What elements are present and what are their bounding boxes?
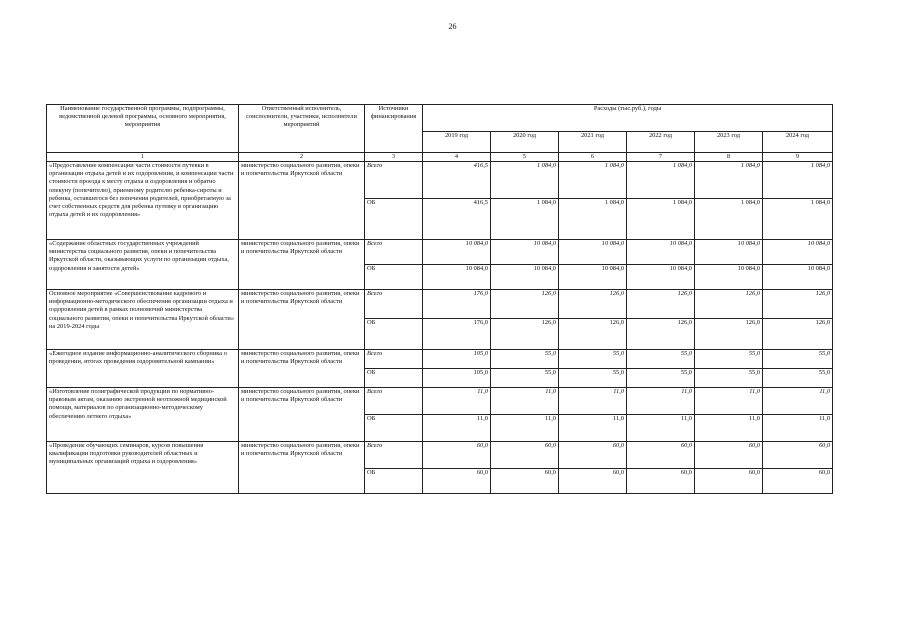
header-executor: Ответственный исполнитель, соисполнители, участники, исполнители мероприятий [239, 105, 365, 153]
total-value: 10 084,0 [559, 240, 627, 265]
column-number: 4 [423, 153, 491, 162]
ob-value: 126,0 [559, 319, 627, 350]
total-value: 60,0 [695, 442, 763, 469]
total-value: 126,0 [491, 290, 559, 319]
table-row [47, 162, 833, 199]
table-row [47, 388, 833, 415]
activity-name: «Проведение обучающих семинаров, курсов повышения квалификации подготовки руководителей областных и муниципальных организаций отдыха и оздоровления» [47, 442, 239, 494]
header-program-name: Наименование государственной программы, подпрограммы, ведомственной целевой программы, основного мероприятия, мероприятия [47, 105, 239, 153]
header-year: 2022 год [627, 132, 695, 153]
ob-value: 126,0 [763, 319, 833, 350]
ob-value: 60,0 [695, 469, 763, 494]
funding-source-ob: ОБ [365, 199, 423, 240]
table-row [47, 240, 833, 265]
funding-source-ob: ОБ [365, 265, 423, 290]
ob-value: 1 084,0 [763, 199, 833, 240]
column-number: 8 [695, 153, 763, 162]
ob-value: 11,0 [763, 415, 833, 442]
funding-source-ob: ОБ [365, 319, 423, 350]
total-value: 176,0 [423, 290, 491, 319]
total-value: 55,0 [491, 350, 559, 369]
activity-executor: министерство социального развития, опеки и попечительства Иркутской области [239, 162, 365, 240]
ob-value: 105,0 [423, 369, 491, 388]
total-value: 60,0 [559, 442, 627, 469]
funding-source-total: Всего [365, 388, 423, 415]
ob-value: 60,0 [423, 469, 491, 494]
ob-value: 60,0 [491, 469, 559, 494]
funding-source-total: Всего [365, 442, 423, 469]
ob-value: 55,0 [695, 369, 763, 388]
total-value: 1 084,0 [627, 162, 695, 199]
total-value: 10 084,0 [763, 240, 833, 265]
total-value: 126,0 [627, 290, 695, 319]
total-value: 1 084,0 [559, 162, 627, 199]
header-funding-source: Источники финансирования [365, 105, 423, 153]
total-value: 11,0 [695, 388, 763, 415]
header-expenses: Расходы (тыс.руб.), годы [423, 105, 833, 132]
total-value: 11,0 [763, 388, 833, 415]
table-row [47, 350, 833, 369]
funding-source-total: Всего [365, 162, 423, 199]
activity-name: Основное мероприятие «Совершенствование кадрового и информационно-методического обеспечения организации отдыха и оздоровления детей в рамках полномочий министерства социального развития, опеки и попечительства Иркутской области» на 2019-2024 годы [47, 290, 239, 350]
funding-source-ob: ОБ [365, 369, 423, 388]
activity-name: «Предоставление компенсации части стоимости путевки в организации отдыха детей и их оздоровления, и компенсации части стоимости проезда к месту отдыха и оздоровления и обратно опекуну (попечителю), приемному родителю ребенка-сироты и ребенка, оставшегося без попечения родителей, приобретаемую за счет собственных средств для ребенка путевку в организацию отдыха детей и их оздоровления» [47, 162, 239, 240]
ob-value: 11,0 [627, 415, 695, 442]
column-number: 2 [239, 153, 365, 162]
ob-value: 1 084,0 [491, 199, 559, 240]
total-value: 126,0 [763, 290, 833, 319]
activity-name: «Изготовление полиграфической продукции по нормативно-правовым актам, оказанию экстренной неотложной медицинской помощи, материалов по организационно-методическому обеспечению летнего отдыха» [47, 388, 239, 442]
ob-value: 10 084,0 [763, 265, 833, 290]
column-number: 6 [559, 153, 627, 162]
total-value: 11,0 [423, 388, 491, 415]
page-number: 26 [448, 22, 457, 31]
ob-value: 10 084,0 [627, 265, 695, 290]
ob-value: 10 084,0 [695, 265, 763, 290]
column-number: 9 [763, 153, 833, 162]
total-value: 55,0 [695, 350, 763, 369]
total-value: 10 084,0 [627, 240, 695, 265]
total-value: 60,0 [627, 442, 695, 469]
ob-value: 176,0 [423, 319, 491, 350]
column-number: 1 [47, 153, 239, 162]
total-value: 11,0 [491, 388, 559, 415]
total-value: 1 084,0 [491, 162, 559, 199]
activity-executor: министерство социального развития, опеки и попечительства Иркутской области [239, 442, 365, 494]
total-value: 60,0 [491, 442, 559, 469]
total-value: 10 084,0 [491, 240, 559, 265]
funding-source-total: Всего [365, 290, 423, 319]
ob-value: 10 084,0 [491, 265, 559, 290]
ob-value: 11,0 [559, 415, 627, 442]
total-value: 11,0 [627, 388, 695, 415]
ob-value: 55,0 [559, 369, 627, 388]
ob-value: 1 084,0 [559, 199, 627, 240]
total-value: 105,0 [423, 350, 491, 369]
activity-name: «Ежегодное издание информационно-аналитического сборника о проведении, итогах проведения оздоровительной кампании» [47, 350, 239, 388]
total-value: 10 084,0 [695, 240, 763, 265]
activity-executor: министерство социального развития, опеки и попечительства Иркутской области [239, 290, 365, 350]
funding-source-total: Всего [365, 240, 423, 265]
header-year: 2020 год [491, 132, 559, 153]
ob-value: 10 084,0 [559, 265, 627, 290]
ob-value: 60,0 [559, 469, 627, 494]
column-number: 7 [627, 153, 695, 162]
header-year: 2021 год [559, 132, 627, 153]
total-value: 55,0 [627, 350, 695, 369]
header-year: 2024 год [763, 132, 833, 153]
column-number: 3 [365, 153, 423, 162]
ob-value: 1 084,0 [695, 199, 763, 240]
total-value: 60,0 [763, 442, 833, 469]
total-value: 126,0 [695, 290, 763, 319]
total-value: 55,0 [763, 350, 833, 369]
activity-executor: министерство социального развития, опеки и попечительства Иркутской области [239, 388, 365, 442]
ob-value: 55,0 [763, 369, 833, 388]
total-value: 10 084,0 [423, 240, 491, 265]
header-year: 2023 год [695, 132, 763, 153]
table-row [47, 290, 833, 319]
ob-value: 10 084,0 [423, 265, 491, 290]
header-year: 2019 год [423, 132, 491, 153]
funding-source-ob: ОБ [365, 469, 423, 494]
total-value: 126,0 [559, 290, 627, 319]
activity-executor: министерство социального развития, опеки и попечительства Иркутской области [239, 240, 365, 290]
funding-source-total: Всего [365, 350, 423, 369]
ob-value: 126,0 [491, 319, 559, 350]
ob-value: 55,0 [627, 369, 695, 388]
ob-value: 416,5 [423, 199, 491, 240]
ob-value: 11,0 [423, 415, 491, 442]
expenses-table [46, 104, 833, 494]
total-value: 55,0 [559, 350, 627, 369]
total-value: 60,0 [423, 442, 491, 469]
activity-executor: министерство социального развития, опеки и попечительства Иркутской области [239, 350, 365, 388]
ob-value: 126,0 [627, 319, 695, 350]
ob-value: 1 084,0 [627, 199, 695, 240]
ob-value: 126,0 [695, 319, 763, 350]
total-value: 416,5 [423, 162, 491, 199]
activity-name: «Содержание областных государственных учреждений министерства социального развития, опеки и попечительства Иркутской области, оказывающих услуги по организации отдыха, оздоровления и занятости детей» [47, 240, 239, 290]
total-value: 1 084,0 [763, 162, 833, 199]
ob-value: 55,0 [491, 369, 559, 388]
total-value: 1 084,0 [695, 162, 763, 199]
ob-value: 11,0 [491, 415, 559, 442]
total-value: 11,0 [559, 388, 627, 415]
table-row [47, 442, 833, 469]
ob-value: 60,0 [763, 469, 833, 494]
column-number: 5 [491, 153, 559, 162]
ob-value: 11,0 [695, 415, 763, 442]
funding-source-ob: ОБ [365, 415, 423, 442]
ob-value: 60,0 [627, 469, 695, 494]
